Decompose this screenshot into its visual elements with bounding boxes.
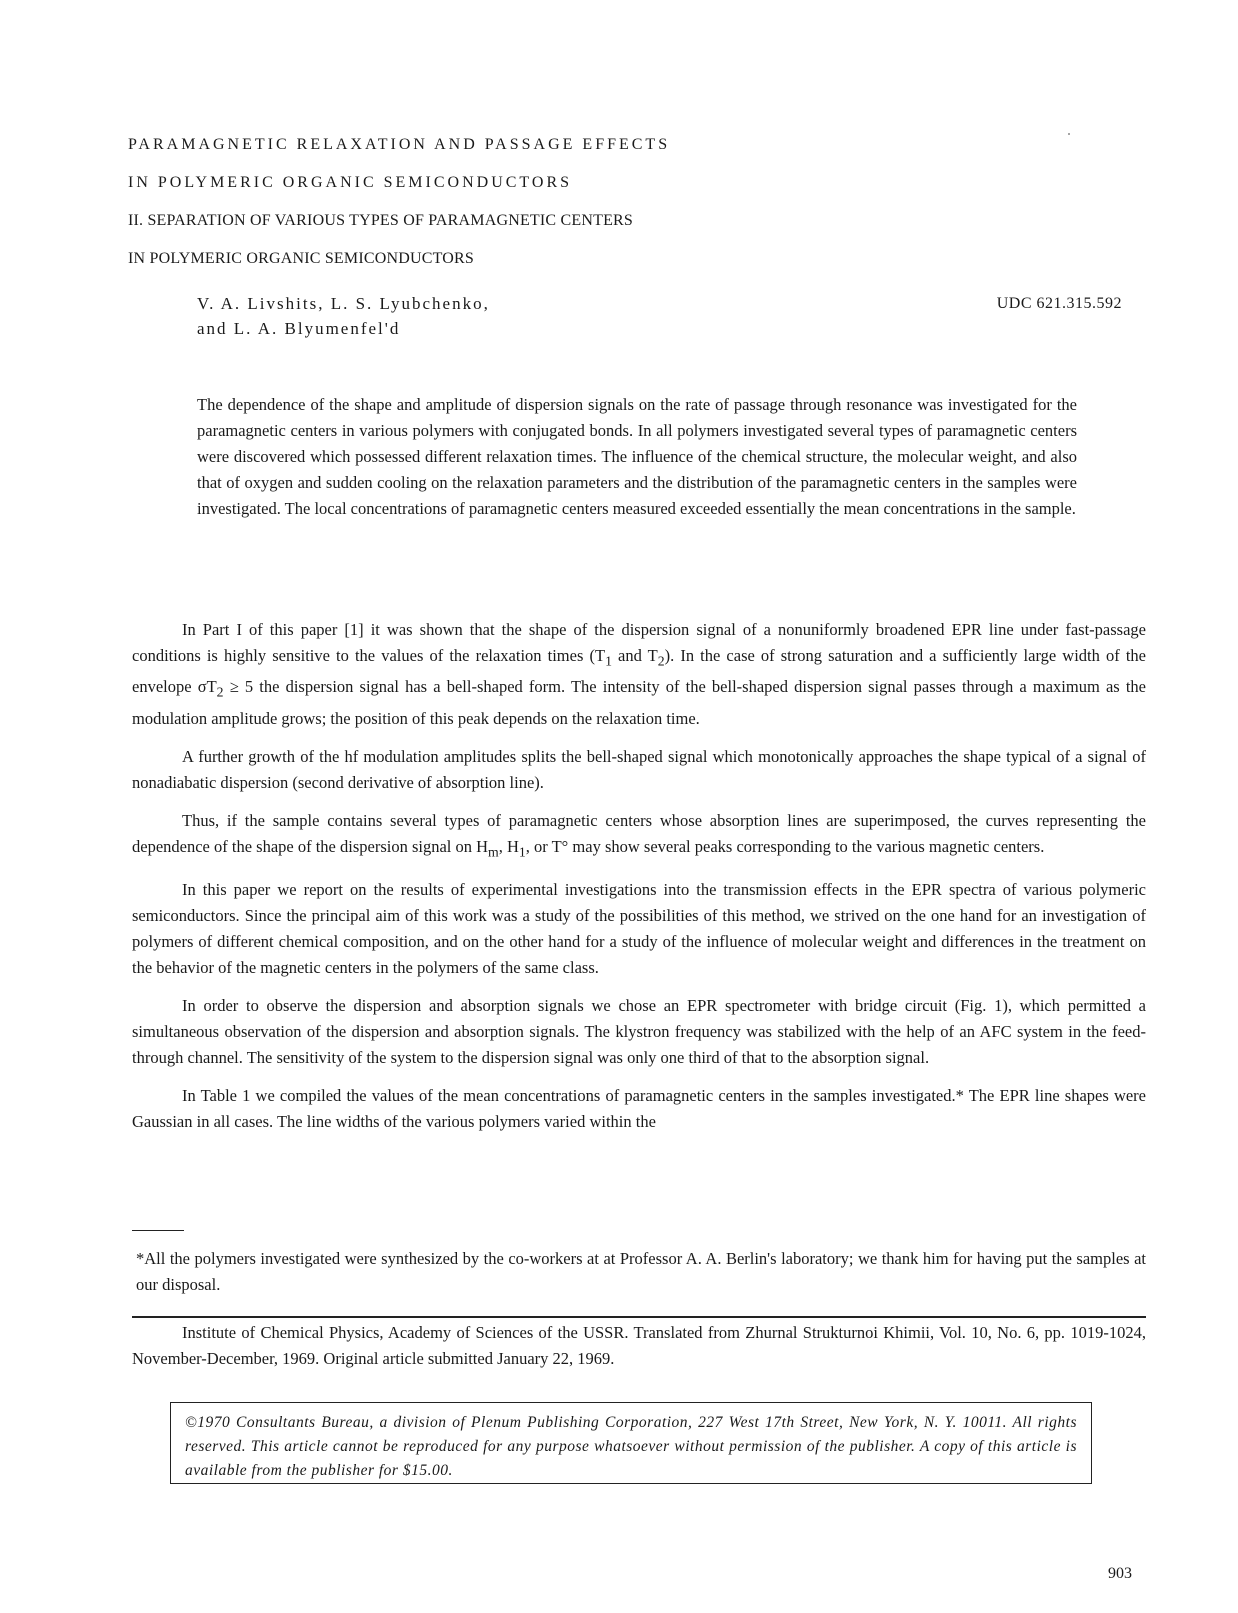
paragraph-3: Thus, if the sample contains several types of paramagnetic centers whose absorption lines are superimposed, the curves representing the dependence of the shape of the dispersion signal on $H_m$, $H_1$, or T° may show several peaks corresponding to the various magnetic centers. bbox=[132, 810, 1146, 859]
author-line-1: V. A. Livshits, L. S. Lyubchenko, bbox=[197, 294, 490, 313]
paragraph-6: In Table 1 we compiled the values of the mean concentrations of paramagnetic centers in the samples investigated.* The EPR line shapes were Gaussian in all cases. The line widths of the various polymers varied within the bbox=[132, 1085, 1146, 1131]
copyright-notice: ©1970 Consultants Bureau, a division of Plenum Publishing Corporation, 227 West 17th Street, New York, N. Y. 10011. All rights reserved. This article cannot be reproduced for any purpose whatsoever without permission of the publisher. A copy of this article is available from the publisher for $15.00. bbox=[185, 1414, 1077, 1479]
stray-mark bbox=[1068, 133, 1070, 135]
copyright-box bbox=[170, 1402, 1092, 1484]
paragraph-2: A further growth of the hf modulation amplitudes splits the bell-shaped signal which monotonically approaches the shape typical of a signal of nonadiabatic dispersion (second derivative of absorption line). bbox=[132, 746, 1146, 792]
paragraph-1: In Part I of this paper [1] it was shown that the shape of the dispersion signal of a nonuniformly broadened EPR line under fast-passage conditions is highly sensitive to the values of the relaxation times ($T_1$ and $T_2$). In the case of strong saturation and a sufficiently large width of the envelope $\sigma T_2 \ge 5$ the dispersion signal has a bell-shaped form. The intensity of the bell-shaped dispersion signal passes through a maximum as the modulation amplitude grows; the position of this peak depends on the relaxation time. bbox=[132, 620, 1146, 728]
footnote: *All the polymers investigated were synthesized by the co-workers at at Professor A. A. Berlin's laboratory; we thank him for having put the samples at our disposal. bbox=[136, 1249, 1146, 1294]
institution-note: Institute of Chemical Physics, Academy of Sciences of the USSR. Translated from Zhurnal Strukturnoi Khimii, Vol. 10, No. 6, pp. 1019-1024, November-December, 1969. Original article submitted January 22, 1969. bbox=[132, 1323, 1146, 1368]
article-title bbox=[128, 126, 928, 278]
subtitle-line-2: IN POLYMERIC ORGANIC SEMICONDUCTORS bbox=[128, 250, 475, 267]
title-line-2: IN POLYMERIC ORGANIC SEMICONDUCTORS bbox=[128, 174, 573, 191]
page-number: 903 bbox=[1108, 1565, 1132, 1582]
author-line-2: and L. A. Blyumenfel'd bbox=[197, 319, 401, 338]
institution-divider bbox=[132, 1316, 1146, 1318]
title-line-1: PARAMAGNETIC RELAXATION AND PASSAGE EFFECTS bbox=[128, 136, 671, 153]
footnote-divider bbox=[132, 1230, 184, 1231]
abstract: The dependence of the shape and amplitude of dispersion signals on the rate of passage through resonance was investigated for the paramagnetic centers in various polymers with conjugated bonds. In all polymers investigated several types of paramagnetic centers were discovered which possessed different relaxation times. The influence of the chemical structure, the molecular weight, and also that of oxygen and sudden cooling on the relaxation parameters and the distribution of the paramagnetic centers in the samples were investigated. The local concentrations of paramagnetic centers measured exceeded essentially the mean concentrations in the sample. bbox=[197, 395, 1077, 518]
paragraph-5: In order to observe the dispersion and absorption signals we chose an EPR spectrometer with bridge circuit (Fig. 1), which permitted a simultaneous observation of the dispersion and absorption signals. The klystron frequency was stabilized with the help of an AFC system in the feed-through channel. The sensitivity of the system to the dispersion signal was only one third of that to the absorption signal. bbox=[132, 995, 1146, 1067]
body-text bbox=[132, 617, 1146, 1147]
subtitle-line-1: II. SEPARATION OF VARIOUS TYPES OF PARAMAGNETIC CENTERS bbox=[128, 212, 634, 229]
udc-code: UDC 621.315.592 bbox=[996, 295, 1122, 312]
paragraph-4: In this paper we report on the results of experimental investigations into the transmission effects in the EPR spectra of various polymeric semiconductors. Since the principal aim of this work was a study of the possibilities of this method, we strived on the one hand for an investigation of polymers of different chemical composition, and on the other hand for a study of the influence of molecular weight and differences in the treatment on the behavior of the magnetic centers in the polymers of the same class. bbox=[132, 879, 1146, 977]
author-list bbox=[197, 291, 797, 341]
